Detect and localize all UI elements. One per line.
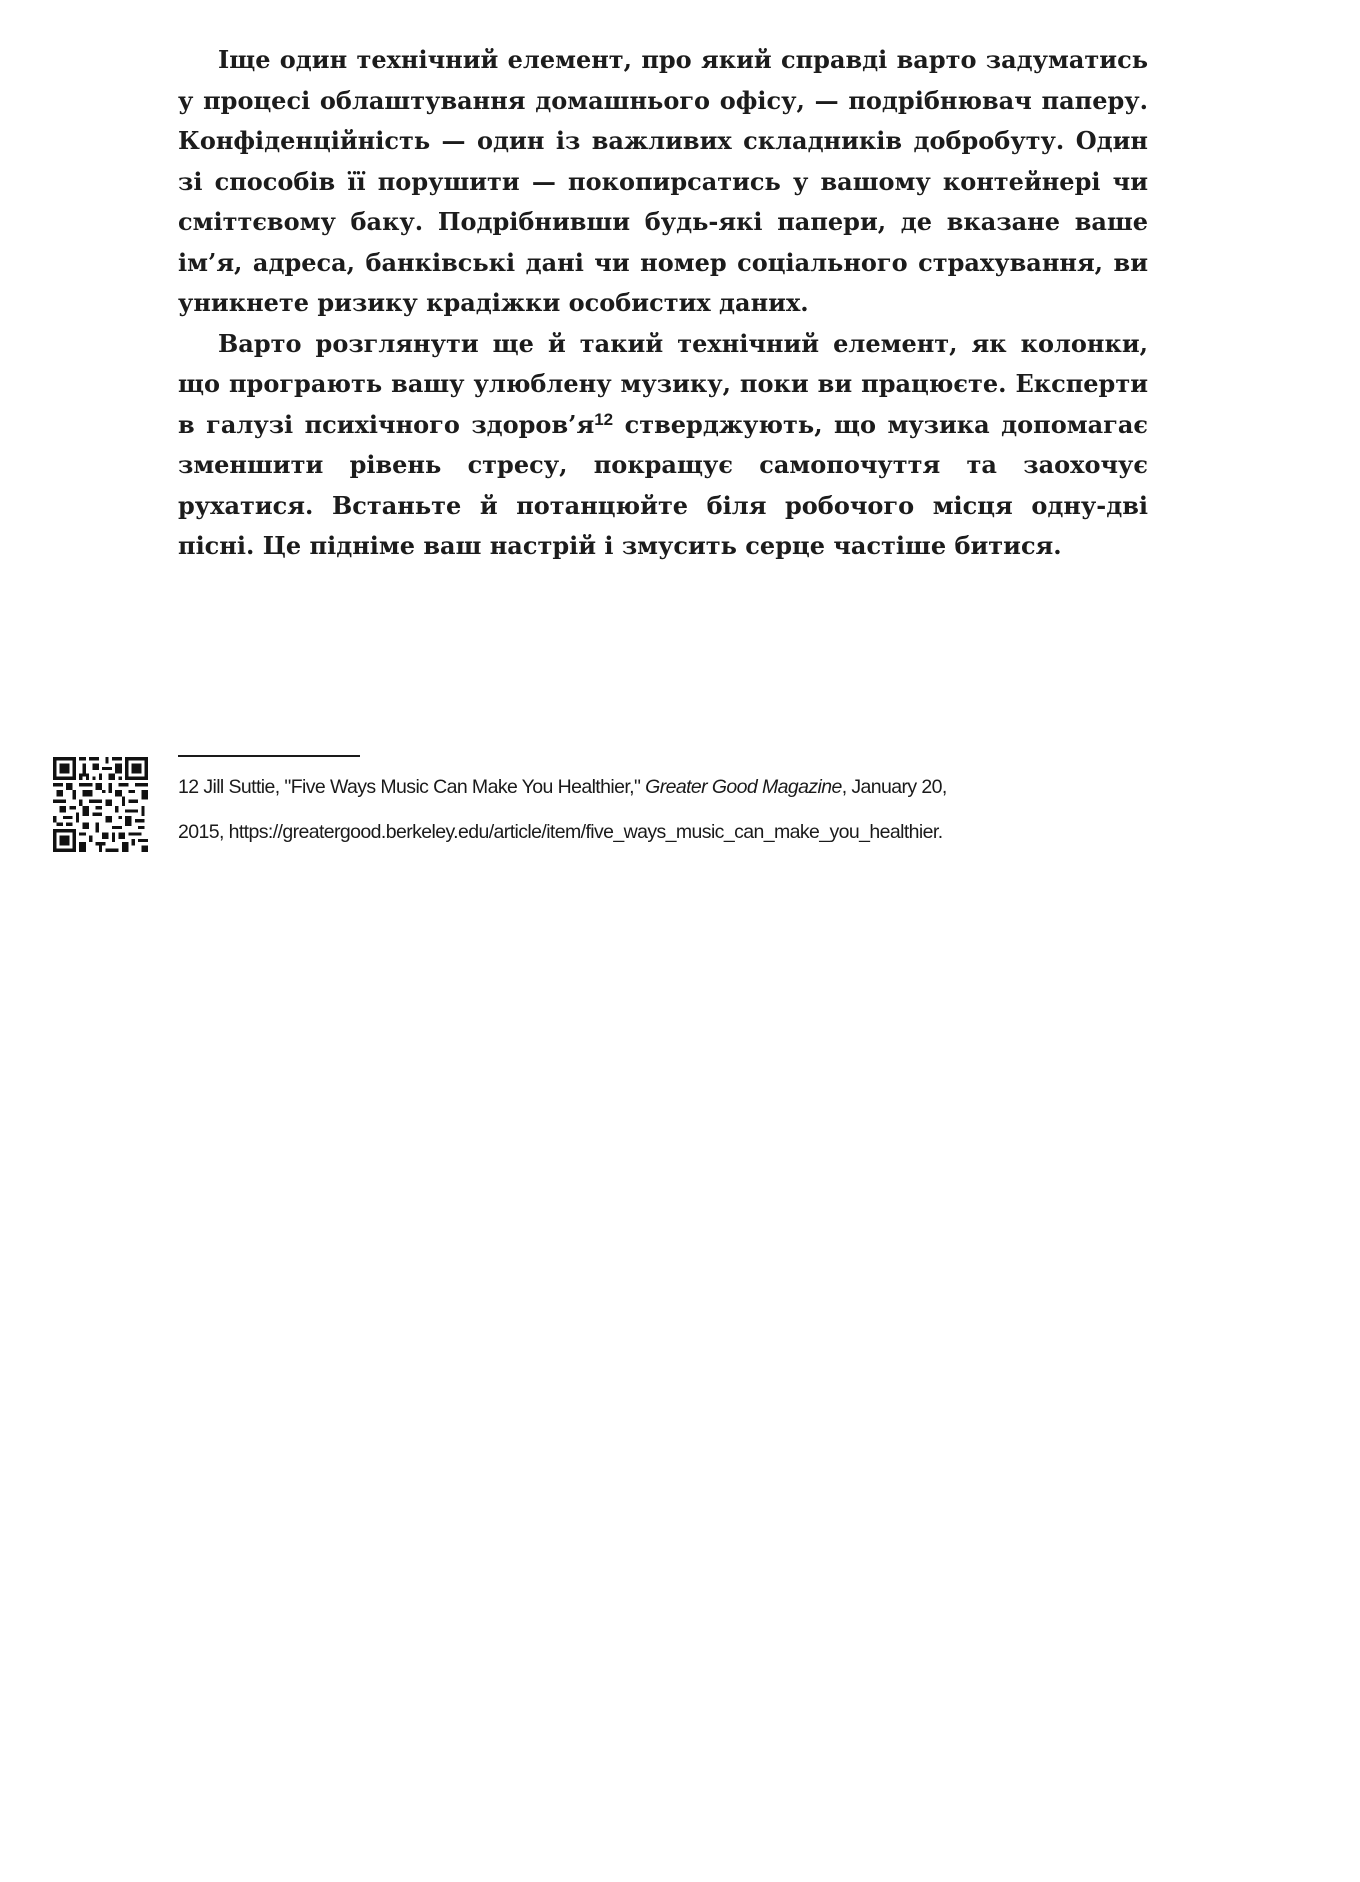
footnote-line-1 [178, 765, 1178, 810]
footnote-number: 12 [178, 776, 199, 798]
body-text [178, 40, 1148, 567]
footnote [178, 765, 1178, 855]
paragraph-1: Іще один технічний елемент, про який справді варто задуматись у процесі облаштування домашнього офісу, — подрібнювач паперу. Конфіденційність — один із важливих складників добробуту. Один зі способів її порушити — покопирсатись у вашому контейнері чи сміттєвому баку. Подрібнивши будь-які папери, де вказане ваше ім’я, адреса, банківські дані чи номер соціального страхування, ви уникнете ризику крадіжки особистих даних. [178, 45, 1148, 317]
paragraph-2-text-before: Варто розглянути ще й такий технічний елемент, як колонки, що програють вашу улюблену музику, поки ви працюєте. Експерти в галузі психічного здоров’я [178, 328, 1148, 439]
paragraph-2-text-after: стверджують, що музика допомагає зменшити рівень стресу, покращує самопочуття та заохочує рухатися. Встаньте й потанцюйте біля робочого місця одну-дві пісні. Це підніме ваш настрій і змусить серце частіше битися. [178, 409, 1149, 560]
footnote-divider [178, 755, 360, 757]
footnote-date: , January 20, [841, 776, 947, 798]
footnote-publication: Greater Good Magazine [645, 776, 842, 798]
footnote-line-2[interactable]: 2015, https://greatergood.berkeley.edu/article/item/five_ways_music_can_make_you_healthier. [178, 821, 943, 843]
paragraph-2 [178, 324, 1148, 567]
qr-code-icon[interactable] [53, 757, 148, 852]
footnote-reference[interactable]: 12 [594, 409, 614, 429]
footnote-author-title: Jill Suttie, "Five Ways Music Can Make You Healthier," [198, 776, 646, 798]
